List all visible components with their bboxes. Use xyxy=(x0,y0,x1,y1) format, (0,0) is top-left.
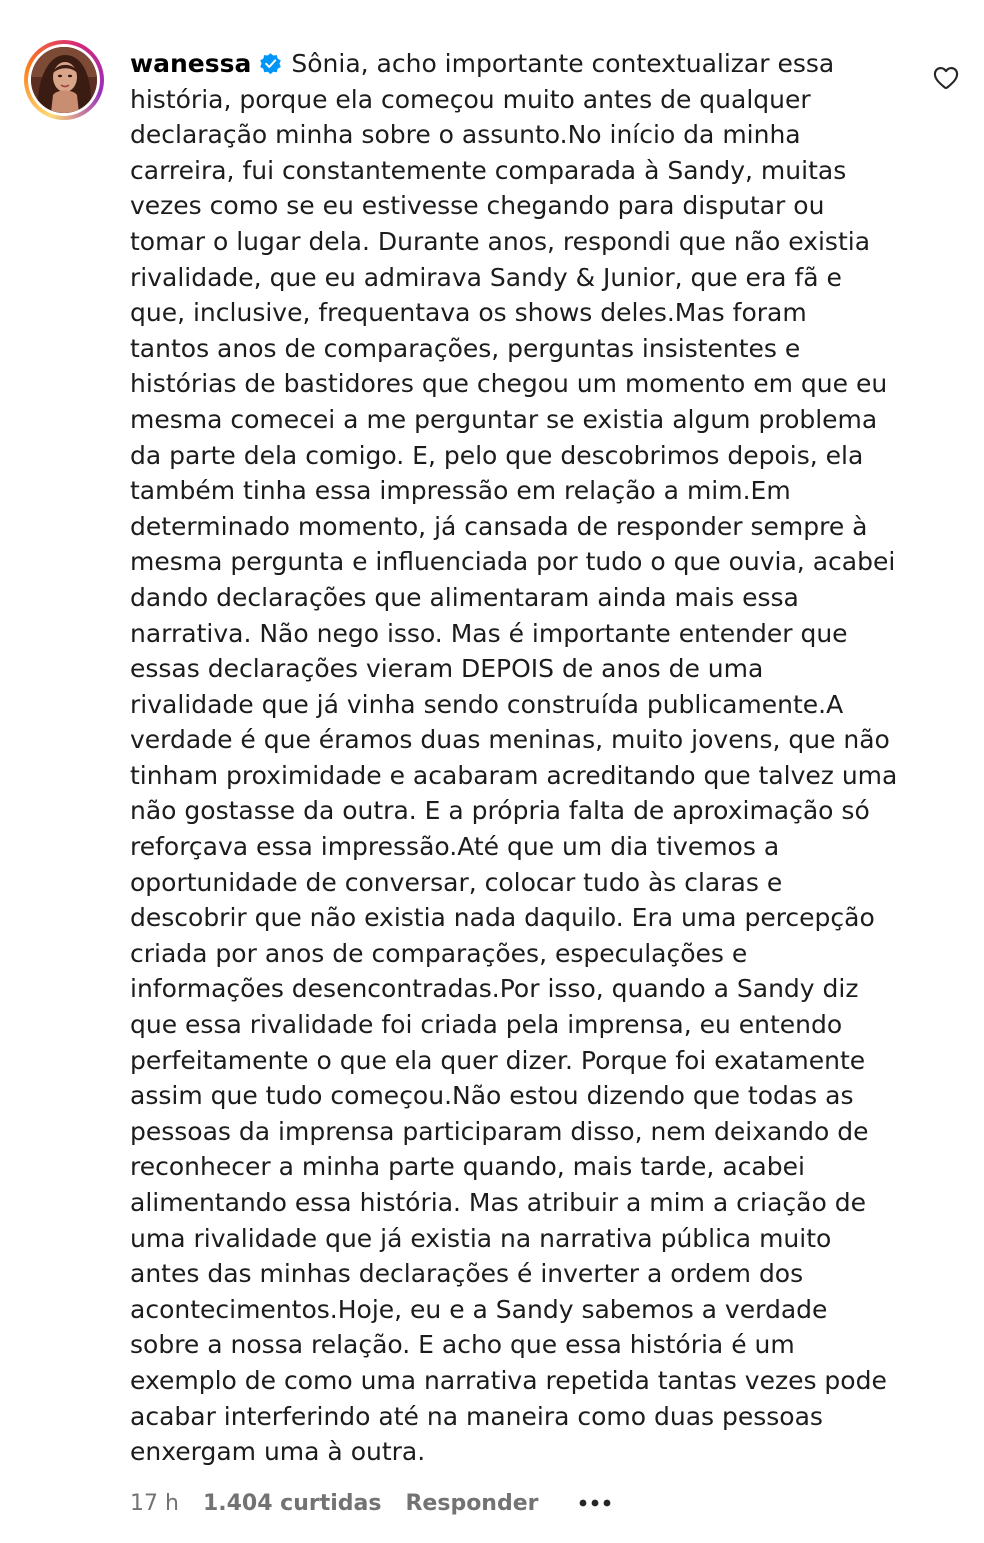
comment-text-line: história, porque ela começou muito antes de qualquer xyxy=(130,84,811,114)
comment-text-line: descobrir que não existia nada daquilo. Era uma percepção xyxy=(130,903,875,933)
comment-text-line: Sônia, acho importante contextualizar essa xyxy=(291,49,835,78)
comment-text-line: exemplo de como uma narrativa repetida tantas vezes pode xyxy=(130,1365,887,1395)
username-link[interactable]: wanessa xyxy=(130,49,252,78)
comment-text-line: mesma pergunta e influenciada por tudo o que ouvia, acabei xyxy=(130,547,896,577)
comment-text-line: mesma comecei a me perguntar se existia algum problema xyxy=(130,404,878,434)
comment-text-line: da parte dela comigo. E, pelo que descobrimos depois, ela xyxy=(130,440,864,470)
comment-text-line: carreira, fui constantemente comparada à Sandy, muitas xyxy=(130,155,847,185)
heart-icon[interactable] xyxy=(932,64,960,92)
comment-text-line: declaração minha sobre o assunto.No início da minha xyxy=(130,120,801,150)
comment-text-line: pessoas da imprensa participaram disso, nem deixando de xyxy=(130,1116,869,1146)
comment-text-line: enxergam uma à outra. xyxy=(130,1437,426,1467)
comment-text-line: acabar interferindo até na maneira como duas pessoas xyxy=(130,1401,823,1431)
comment-text-line: informações desencontradas.Por isso, quando a Sandy diz xyxy=(130,974,859,1004)
comment-text-line: criada por anos de comparações, especulações e xyxy=(130,938,748,968)
comment-meta xyxy=(130,1487,612,1519)
comment-text-line: narrativa. Não nego isso. Mas é importante entender que xyxy=(130,618,848,648)
avatar-photo xyxy=(31,47,97,113)
comment-text-line: essas declarações vieram DEPOIS de anos de uma xyxy=(130,654,764,684)
comment-text-line: vezes como se eu estivesse chegando para disputar ou xyxy=(130,191,825,221)
comment-text-line: tomar o lugar dela. Durante anos, respondi que não existia xyxy=(130,226,871,256)
comment-text-line: antes das minhas declarações é inverter a ordem dos xyxy=(130,1259,804,1289)
comment-body xyxy=(130,46,915,1470)
comment-text-line: acontecimentos.Hoje, eu e a Sandy sabemos a verdade xyxy=(130,1294,828,1324)
comment-text-line: sobre a nossa relação. E acho que essa história é um xyxy=(130,1330,795,1360)
comment-text-line: tantos anos de comparações, perguntas insistentes e xyxy=(130,333,801,363)
comment-text-line: que, inclusive, frequentava os shows deles.Mas foram xyxy=(130,298,807,328)
comment-text-line: assim que tudo começou.Não estou dizendo que todas as xyxy=(130,1081,854,1111)
comment-text-line: alimentando essa história. Mas atribuir a mim a criação de xyxy=(130,1188,866,1217)
comment-text-line: perfeitamente o que ela quer dizer. Porque foi exatamente xyxy=(130,1045,866,1075)
comment-text-line: tinham proximidade e acabaram acreditando que talvez uma xyxy=(130,760,898,790)
comment-text-line: rivalidade que já vinha sendo construída publicamente.A xyxy=(130,689,844,719)
comment-text-line: também tinha essa impressão em relação a mim.Em xyxy=(130,476,791,506)
avatar-photo-image xyxy=(31,47,97,113)
comment-text-line: determinado momento, já cansada de responder sempre à xyxy=(130,511,868,541)
comment-first-line xyxy=(130,46,915,82)
comment-text-line: não gostasse da outra. E a própria falta de aproximação só xyxy=(130,796,870,826)
comment-text-line: verdade é que éramos duas meninas, muito jovens, que não xyxy=(130,725,890,755)
reply-button[interactable]: Responder xyxy=(405,1490,539,1516)
comment-text-line: dando declarações que alimentaram ainda mais essa xyxy=(130,582,799,612)
comment-text-line: reconhecer a minha parte quando, mais tarde, acabei xyxy=(130,1152,805,1182)
likes-count[interactable]: 1.404 curtidas xyxy=(202,1490,382,1516)
more-options-icon[interactable] xyxy=(578,1498,612,1508)
comment-text-line: reforçava essa impressão.Até que um dia tivemos a xyxy=(130,832,780,862)
avatar[interactable] xyxy=(24,40,104,120)
comment-text-line: oportunidade de conversar, colocar tudo às claras e xyxy=(130,867,783,897)
comment-timestamp[interactable]: 17 h xyxy=(130,1490,179,1516)
comment-text-line: uma rivalidade que já existia na narrativa pública muito xyxy=(130,1223,832,1253)
comment-text-line: histórias de bastidores que chegou um momento em que eu xyxy=(130,369,888,399)
comment-text-line: rivalidade, que eu admirava Sandy & Junior, que era fã e xyxy=(130,262,842,292)
comment-text-line: que essa rivalidade foi criada pela imprensa, eu entendo xyxy=(130,1010,843,1040)
verified-badge-icon xyxy=(258,51,283,76)
